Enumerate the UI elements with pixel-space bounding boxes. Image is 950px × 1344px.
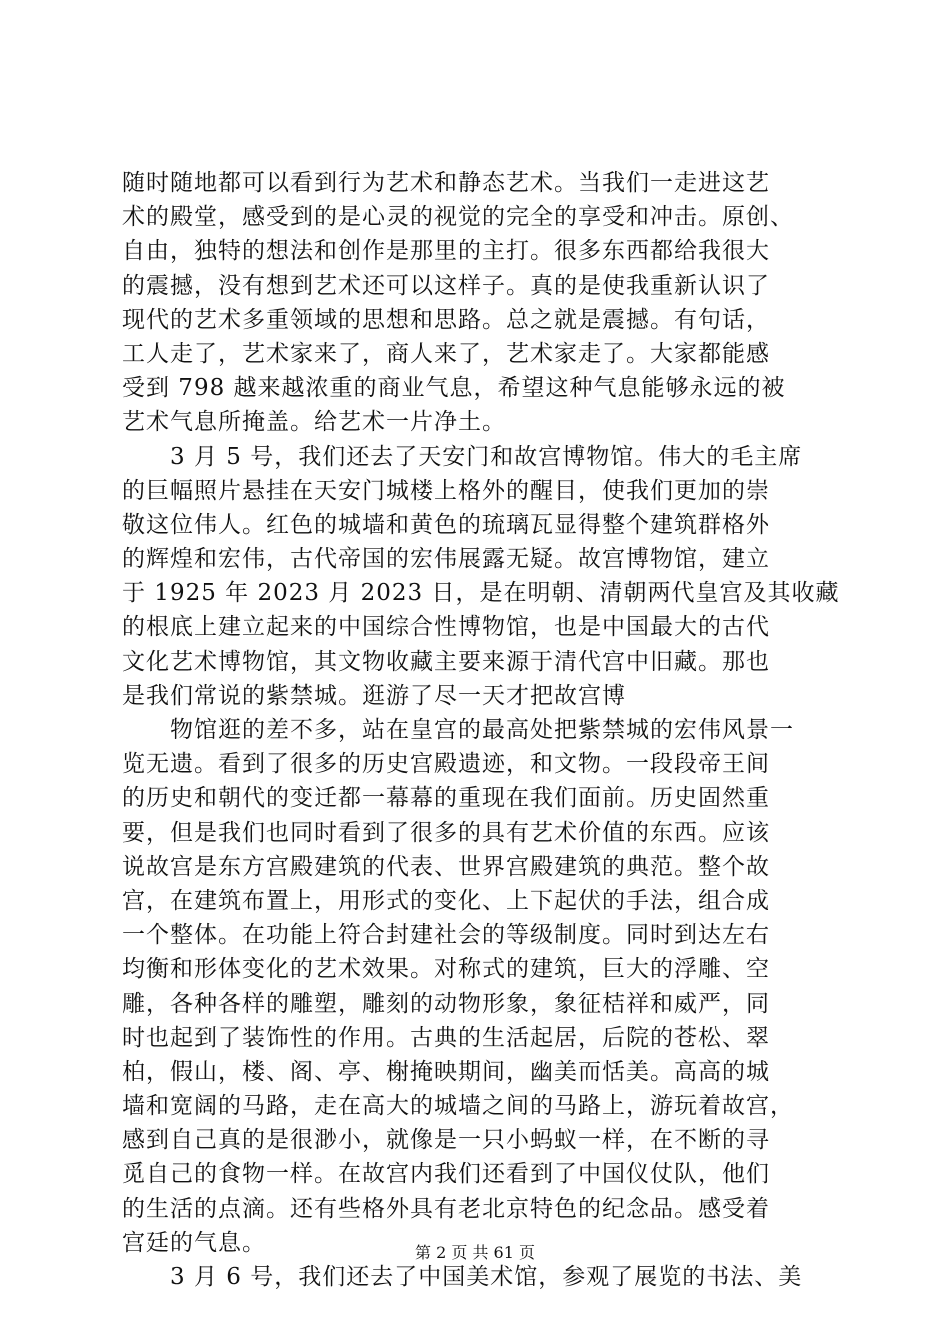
text-line: 敬这位伟人。红色的城墙和黄色的琉璃瓦显得整个建筑群格外 [122,511,770,538]
text-line: 工人走了，艺术家来了，商人来了，艺术家走了。大家都能感 [122,340,770,367]
text-line: 墙和宽阔的马路，走在高大的城墙之间的马路上，游玩着故宫， [122,1093,794,1120]
text-line: 的生活的点滴。还有些格外具有老北京特色的纪念品。感受着 [122,1195,770,1222]
text-line: 艺术气息所掩盖。给艺术一片净土。 [122,409,506,436]
text-line: 宫，在建筑布置上，用形式的变化、上下起伏的手法，组合成 [122,887,770,914]
text-line: 一个整体。在功能上符合封建社会的等级制度。同时到达左右 [122,922,770,949]
text-line: 物馆逛的差不多，站在皇宫的最高处把紫禁城的宏伟风景一 [122,717,794,743]
text-line: 感到自己真的是很渺小，就像是一只小蚂蚁一样，在不断的寻 [122,1127,770,1154]
text-line: 的巨幅照片悬挂在天安门城楼上格外的醒目，使我们更加的崇 [122,477,770,504]
text-line: 的辉煌和宏伟，古代帝国的宏伟展露无疑。故宫博物馆，建立 [122,546,770,573]
text-line: 是我们常说的紫禁城。逛游了尽一天才把故宫博 [122,682,626,709]
text-line: 的历史和朝代的变迁都一幕幕的重现在我们面前。历史固然重 [122,785,770,812]
text-line: 览无遗。看到了很多的历史宫殿遗迹，和文物。一段段帝王间 [122,751,770,778]
text-line: 3 月 5 号，我们还去了天安门和故宫博物馆。伟大的毛主席 [122,443,803,470]
text-line: 文化艺术博物馆，其文物收藏主要来源于清代宫中旧藏。那也 [122,648,770,675]
text-line: 受到 798 越来越浓重的商业气息，希望这种气息能够永远的被 [122,375,786,402]
text-line: 的根底上建立起来的中国综合性博物馆，也是中国最大的古代 [122,614,770,641]
text-line: 自由，独特的想法和创作是那里的主打。很多东西都给我很大 [122,238,770,265]
text-line: 术的殿堂，感受到的是心灵的视觉的完全的享受和冲击。原创、 [122,204,794,231]
text-line: 3 月 6 号，我们还去了中国美术馆，参观了展览的书法、美 [122,1264,803,1290]
page-number-label: 第 2 页 共 61 页 [415,1243,535,1262]
text-line: 于 1925 年 2023 月 2023 日，是在明朝、清朝两代皇宫及其收藏 [122,580,840,607]
text-line: 说故宫是东方宫殿建筑的代表、世界宫殿建筑的典范。整个故 [122,853,770,880]
text-line: 现代的艺术多重领域的思想和思路。总之就是震撼。有句话， [122,306,770,333]
text-line: 随时随地都可以看到行为艺术和静态艺术。当我们一走进这艺 [122,170,770,196]
text-line: 的震撼，没有想到艺术还可以这样子。真的是使我重新认识了 [122,272,770,299]
text-line: 均衡和形体变化的艺术效果。对称式的建筑，巨大的浮雕、空 [122,956,770,983]
text-line: 要，但是我们也同时看到了很多的具有艺术价值的东西。应该 [122,819,770,846]
document-body [122,166,840,1294]
text-line: 时也起到了装饰性的作用。古典的生活起居，后院的苍松、翠 [122,1024,770,1051]
text-line: 宫廷的气息。 [122,1229,266,1256]
page-footer [0,1242,950,1264]
text-line: 觅自己的食物一样。在故宫内我们还看到了中国仪仗队，他们 [122,1161,770,1188]
text-line: 柏，假山，楼、阁、亭、榭掩映期间，幽美而恬美。高高的城 [122,1058,770,1085]
text-line: 雕，各种各样的雕塑，雕刻的动物形象，象征桔祥和威严，同 [122,990,770,1017]
